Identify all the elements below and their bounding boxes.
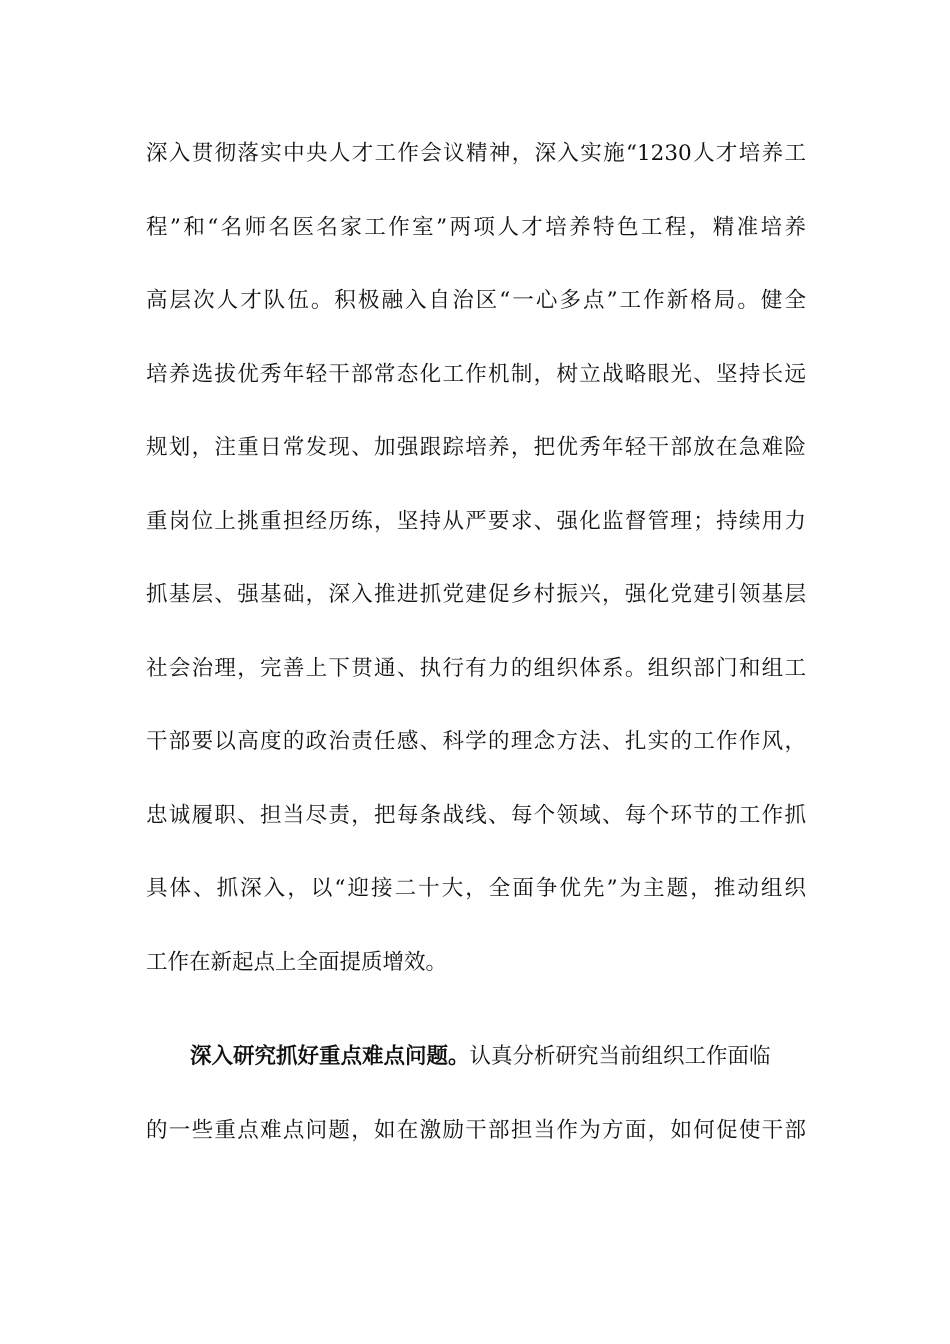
paragraph-2-first-line [146, 1020, 806, 1094]
text-line: 干部要以高度的政治责任感、科学的理念方法、扎实的工作作风， [146, 729, 806, 754]
text-line: 重岗位上挑重担经历练，坚持从严要求、强化监督管理；持续用力 [146, 508, 806, 534]
text-line: 的一些重点难点问题，如在激励干部担当作为方面，如何促使干部 [146, 1117, 806, 1143]
text-line: 具体、抓深入，以“迎接二十大，全面争优先”为主题，推动组织 [146, 876, 806, 901]
paragraph-heading: 深入研究抓好重点难点问题。 [190, 1044, 470, 1069]
text-line: 深入贯彻落实中央人才工作会议精神，深入实施“1230人才培养工 [146, 141, 806, 166]
paragraph-2-line1-text: 认真分析研究当前组织工作面临 [469, 1044, 771, 1069]
text-line: 高层次人才队伍。积极融入自治区“一心多点”工作新格局。健全 [146, 288, 806, 313]
paragraph-1 [146, 117, 806, 999]
text-line: 社会治理，完善上下贯通、执行有力的组织体系。组织部门和组工 [146, 655, 806, 681]
text-line: 抓基层、强基础，深入推进抓党建促乡村振兴，强化党建引领基层 [146, 582, 806, 607]
text-line: 培养选拔优秀年轻干部常态化工作机制，树立战略眼光、坚持长远 [146, 361, 806, 387]
text-line: 忠诚履职、担当尽责，把每条战线、每个领域、每个环节的工作抓 [146, 802, 806, 828]
paragraph-2 [146, 1020, 806, 1167]
text-line: 程”和“名师名医名家工作室”两项人才培养特色工程，精准培养 [146, 214, 806, 240]
text-line-last: 工作在新起点上全面提质增效。 [146, 949, 448, 975]
text-line: 规划，注重日常发现、加强跟踪培养，把优秀年轻干部放在急难险 [146, 435, 806, 460]
